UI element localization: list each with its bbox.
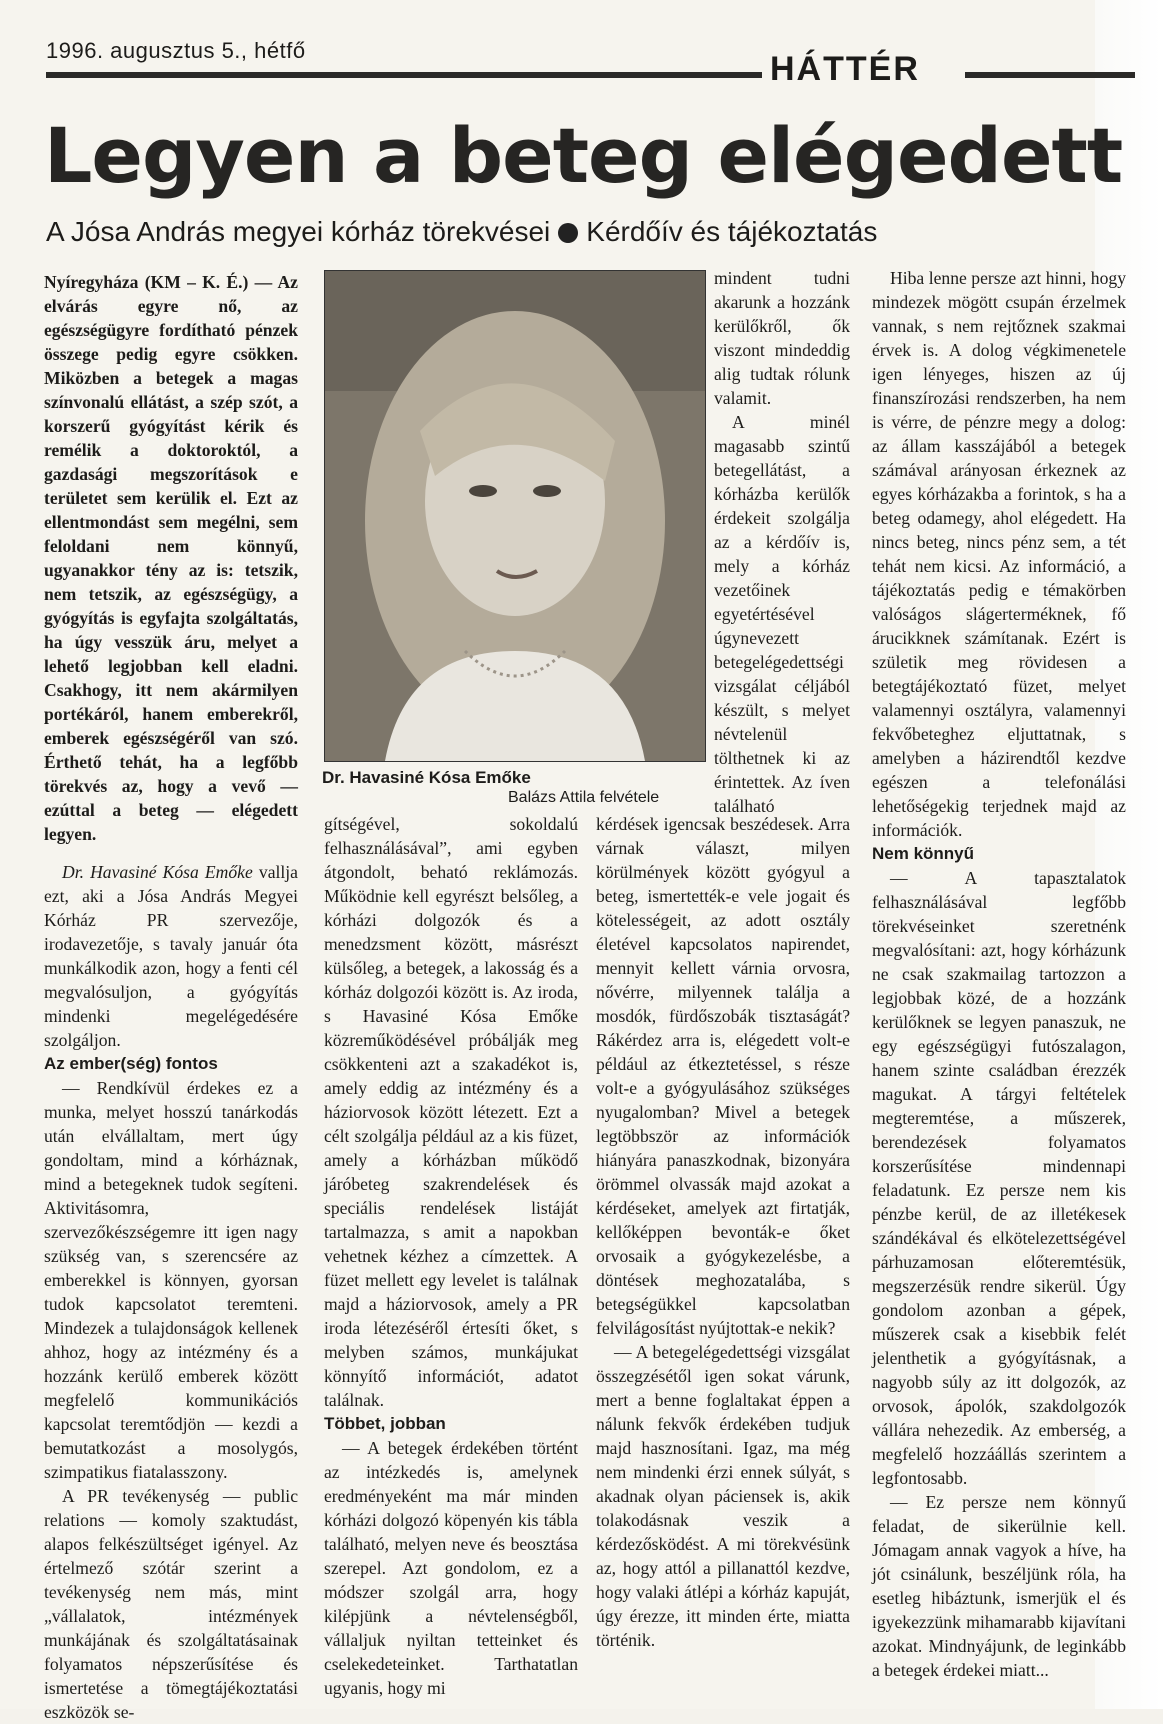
subhead-part1: A Jósa András megyei kórház törekvései	[46, 216, 551, 247]
paragraph: — A betegelégedettségi vizsgálat összegzésétől igen sokat várunk, mert a benne foglaltakat éppen a nálunk fekvők érdekében tudjuk majd hasznosítani. Igaz, ma még nem mindenki érzi ennek súlyát, s akadnak olyan páciensek is, akik tolakodásnak veszik a kérdezősködést. A mi törekvésünk az, hogy attól a pillanattól kezdve, hogy valaki átlépi a kórház kapuját, úgy érezze, itt minden érte, miatta történik.	[596, 1342, 850, 1650]
paragraph: — Ez persze nem könnyű feladat, de sikerülnie kell. Jómagam annak vagyok a híve, ha jót csinálunk, beszéljünk róla, ha esetleg hibáztunk, ismerjük el és igyekezzünk mihamarabb kijavítani azokat. Mindnyájunk, de leginkább a betegek érdekei miatt...	[872, 1492, 1126, 1680]
article-headline: Legyen a beteg elégedett	[44, 111, 1123, 200]
person-name: Dr. Havasiné Kósa Emőke	[62, 862, 253, 882]
paragraph: kérdések igencsak beszédesek. Arra várnak választ, milyen körülmények között gyógyul a beteg, ismertették-e vele jogait és kötelességeit, az adott osztály életével kapcsolatos napirendet, mennyit kellett várnia orvosra, nővérre, milyennek találja a mosdók, fürdőszobák tisztaságát? Rákérdez arra is, elégedett volt-e például az étkeztetéssel, s része volt-e a gyógyulásához szükséges nyugalomban? Mivel a betegek legtöbbször az információk hiányára panaszkodnak, bizonyára örömmel olvassák majd azokat a kérdéseket, amelyek azt firtatják, kellőképpen bevonták-e őket orvosaik a gyógykezelésbe, a döntések meghozatalába, s betegségükkel kapcsolatban felvilágosítást nyújtottak-e nekik?	[596, 814, 850, 1338]
portrait-illustration	[325, 271, 705, 761]
paragraph: gítségével, sokoldalú felhasználásával”, ami egyben átgondolt, beható reklámozás. Működnie kell egyrészt belsőleg, a kórházi dolgozók és a menedzsment között, másrészt külsőleg, a betegek, a lakosság és a kórház dolgozói között is. Az iroda, s Havasiné Kósa Emőke közreműködésével próbálják meg csökkenteni azt a szakadékot is, amely eddig az intézmény és a háziorvosok között létezett. Ezt a célt szolgálja például az a kis füzet, amely a kórházban működő járóbeteg szakrendelések és speciális rendelések listáját tartalmazza, s amit a napokban vehetnek kézhez a címzettek. A füzet mellett egy levelet is találnak majd a háziorvosok, amely a PR iroda létezéséről értesíti őket, s melyben számos, munkájukat könnyítő információt, adatot találnak.	[324, 814, 578, 1410]
issue-date: 1996. augusztus 5., hétfő	[46, 38, 306, 63]
subtitle-ember: Az ember(ség) fontos	[44, 1054, 218, 1073]
header-rule-right	[965, 72, 1135, 78]
subtitle-nem-konnyu: Nem könnyű	[872, 844, 975, 863]
column-2	[324, 812, 578, 1700]
paragraph: — A tapasztalatok felhasználásával legfőbb törekvéseinket szeretnénk megvalósítani: azt, hogy kórházunk ne csak szakmailag tartozzon a legjobbak közé, de a hozzánk kerülőknek se legyen panaszuk, ne egy egészségügyi futószalagon, hanem szinte családban érezzék magukat. A tárgyi feltételek megteremtése, a műszerek, berendezések folyamatos korszerűsítése mindennapi feladatunk. Ez persze nem kis pénzbe kerül, de az illetékesek szándékával és elkötelezettségével párhuzamosan előteremtésük, megszerzésük rendre sikerül. Úgy gondolom azonban a gépek, műszerek csak a kisebbik felét jelenthetik a gyógyításnak, a nagyobb súly az itt dolgozók, az orvosok, ápolók, szakdolgozók vállára nehezedik. Az emberség, a megfelelő hozzáállás szerintem a legfontosabb.	[872, 868, 1126, 1488]
header-rule-left	[46, 72, 762, 78]
paragraph: A minél magasabb szintű betegellátást, a kórházba kerülők érdekeit szolgálja az a kérdőív is, mely a kórház vezetőinek egyetértésével úgynevezett betegelégedettségi vizsgálat céljából készült, s melyet névtelenül tölthetnek ki az érintettek. Az íven található	[714, 412, 850, 816]
column-3-top	[714, 266, 850, 818]
portrait-photo	[324, 270, 706, 762]
paragraph: — A betegek érdekében történt az intézkedés is, amelynek eredményeként ma már minden kórházi dolgozó köpenyén kis tábla található, melyen neve és beosztása szerepel. Azt gondolom, ez a módszer szolgál arra, hogy kilépjünk a névtelenségből, vállaljuk nyiltan tetteinket és cselekedeteinket. Tarthatatlan ugyanis, hogy mi	[324, 1438, 578, 1698]
paragraph	[44, 860, 298, 1052]
subtitle-tobbet: Többet, jobban	[324, 1414, 446, 1433]
column-4	[872, 266, 1126, 1682]
subhead-part2: Kérdőív és tájékoztatás	[586, 216, 878, 247]
lead-text: Nyíregyháza (KM – K. É.) — Az elvárás egyre nő, az egészségügyre fordítható pénzek összege pedig egyre csökken. Miközben a betegek a magas színvonalú ellátást, a szép szót, a korszerű gyógyítást kérik és remélik a doktoroktól, a gazdasági megszorítások e területet sem kerülik el. Ezt az ellentmondást sem megélni, sem feloldani nem könnyű, ugyanakkor tény az is: tetszik, nem tetszik, az egészségügy, a gyógyítás is egyfajta szolgáltatás, ha úgy vesszük áru, melyet a lehető legjobban kell eladni. Csakhogy, itt nem akármilyen portékáról, hanem emberekről, emberek egészségéről van szó. Érthető tehát, ha a legfőbb törekvés az, hogy a vevő — ezúttal a beteg — elégedett legyen.	[44, 272, 298, 844]
paragraph: Hiba lenne persze azt hinni, hogy mindezek mögött csupán érzelmek vannak, s nem rejtőznek szakmai érvek is. A dolog végkimenetele igen lényeges, hiszen az új finanszírozási rendszerben, ha nem is vérre, de pénzre megy a dolog: az állam kasszájából a betegek számával arányosan érkeznek az egyes kórházakba a forintok, s ha a beteg odamegy, ahol elégedett. Ha nincs beteg, nincs pénz sem, a tét tehát nem kicsi. Az információ, a tájékoztatás pedig e témakörben valóságos slágerterméknek, fő árucikknek számítanak. Ezért is születik meg rövidesen a betegtájékoztató füzet, melyet valamennyi osztályra, valamennyi fekvőbeteghez eljuttatnak, s amelyben a házirendtől kezdve egészen a telefonálási lehetőségekig terjednek majd az információk.	[872, 268, 1126, 840]
article-subhead	[46, 216, 1086, 248]
column-1	[44, 270, 298, 1724]
paragraph-text: vallja ezt, aki a Jósa András Megyei Kórház PR szervezője, irodavezetője, s tavaly január óta munkálkodik azon, hogy a fenti cél megvalósuljon, a gyógyítás mindenki megelégedésére szolgáljon.	[44, 862, 298, 1050]
paragraph: A PR tevékenység — public relations — komoly szaktudást, alapos felkészültséget igényel. Az értelmező szótár szerint a tevékenység nem más, mint „vállalatok, intézmények munkájának és szolgáltatásainak folyamatos népszerűsítése és ismertetése a tömegtájékoztatási eszközök se-	[44, 1486, 298, 1722]
paragraph: mindent tudni akarunk a hozzánk kerülőkről, ők viszont mindeddig alig tudtak rólunk valamit.	[714, 268, 850, 408]
bullet-icon	[558, 223, 578, 243]
paragraph: — Rendkívül érdekes ez a munka, melyet hosszú tanárkodás után elvállaltam, mert úgy gondoltam, mind a kórháznak, mind a betegeknek tudok segíteni. Aktivitásomra, szervezőkészségemre itt igen nagy szükség van, s szerencsére az emberekkel is könnyen, gyorsan tudok kapcsolatot teremteni. Mindezek a tulajdonságok kellenek ahhoz, hogy az intézmény és a hozzánk kerülő emberek között megfelelő kommunikációs kapcsolat teremtődjön — kezdi a bemutatkozást a mosolygós, szimpatikus fiatalasszony.	[44, 1078, 298, 1482]
photo-credit: Balázs Attila felvétele	[508, 789, 660, 806]
column-3	[596, 812, 850, 1652]
section-title: HÁTTÉR	[770, 50, 920, 88]
photo-caption: Dr. Havasiné Kósa Emőke	[322, 768, 531, 787]
lead-paragraph	[44, 270, 298, 846]
